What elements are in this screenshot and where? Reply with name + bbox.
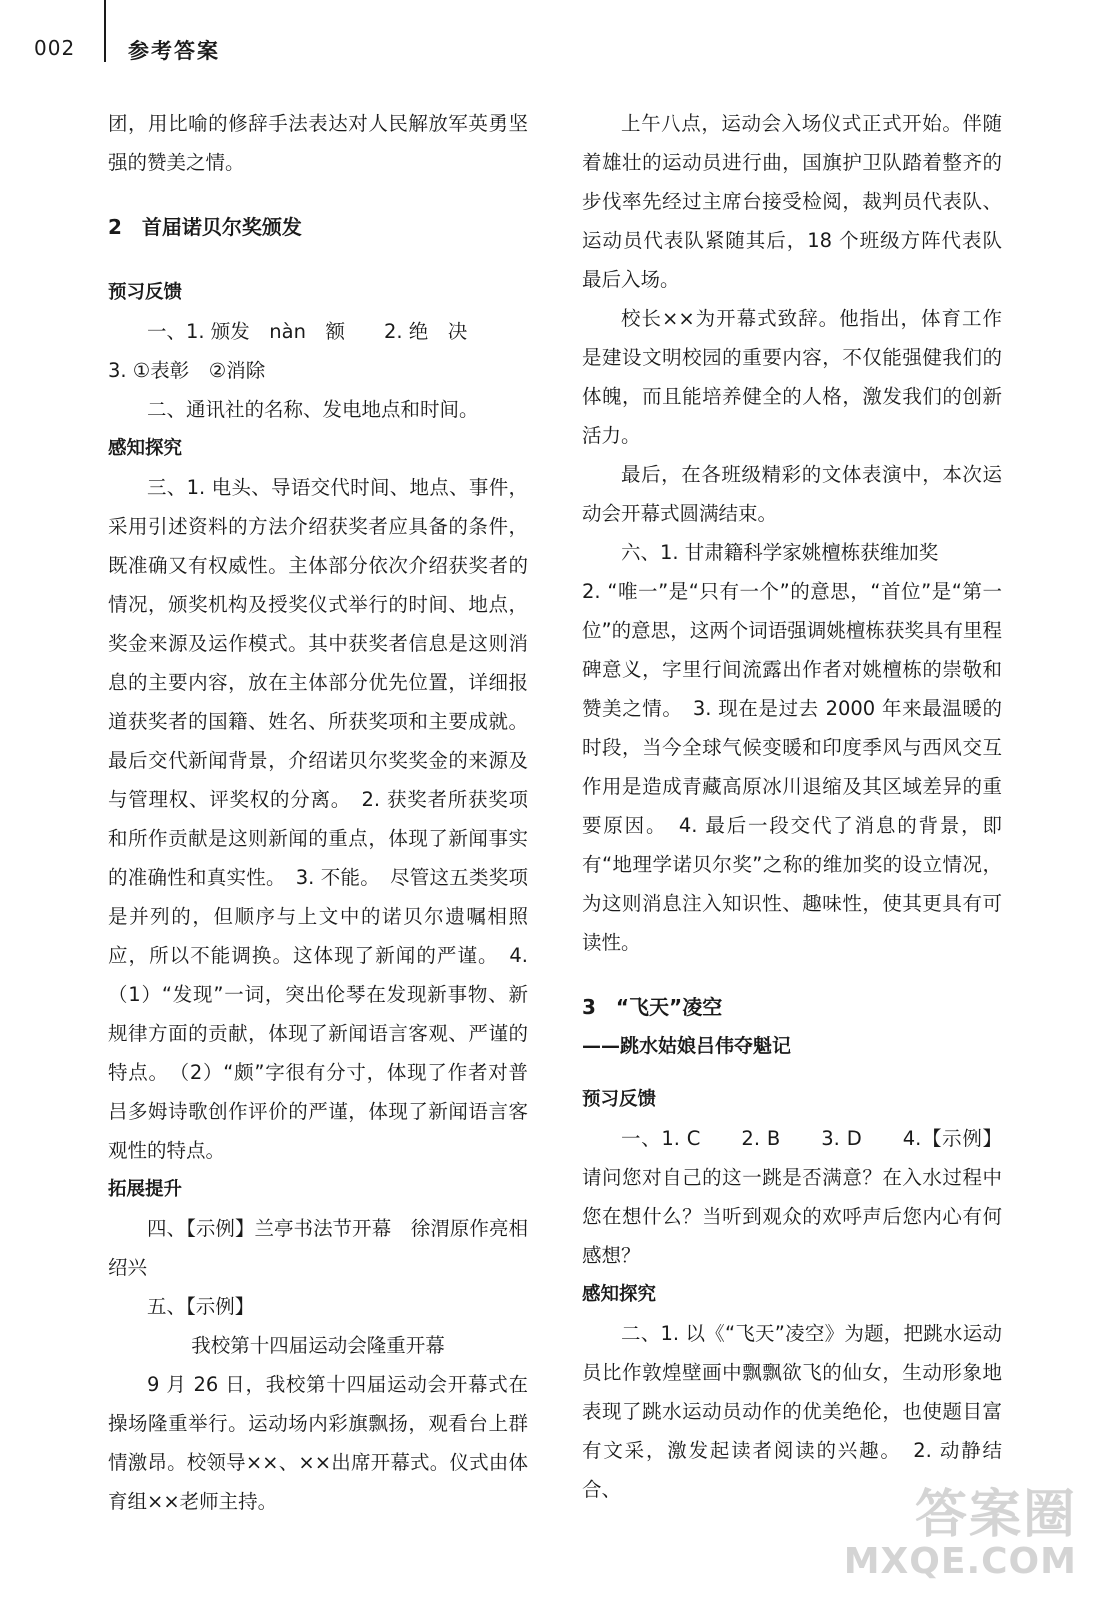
- paragraph: 一、1. C 2. B 3. D 4.【示例】请问您对自己的这一跳是否满意？在入水过程中您在想什么？当听到观众的欢呼声后您内心有何感想？: [582, 1127, 1002, 1267]
- right-column: [582, 104, 1002, 1509]
- watermark-domain: MXQE.COM: [843, 1541, 1077, 1582]
- left-column: [108, 104, 528, 1521]
- subsection-heading: 拓展提升: [108, 1179, 183, 1200]
- paragraph: 六、1. 甘肃籍科学家姚檀栋获维加奖: [621, 541, 939, 564]
- paragraph: 三、1. 电头、导语交代时间、地点、事件，采用引述资料的方法介绍获奖者应具备的条件，既准确又有权威性。主体部分依次介绍获奖者的情况，颁奖机构及授奖仪式举行的时间、地点，奖金来源及运作模式。其中获奖者信息是这则消息的主要内容，放在主体部分优先位置，详细报道获奖者的国籍、姓名、所获奖项和主要成就。最后交代新闻背景，介绍诺贝尔奖奖金的来源及与管理权、评奖权的分离。 2. 获奖者所获奖项和所作贡献是这则新闻的重点，体现了新闻事实的准确性和真实性。 3. 不能。 尽管这五类奖项是并列的，但顺序与上文中的诺贝尔遗嘱相照应，所以不能调换。这体现了新闻的严谨。 4.（1）“发现”一词，突出伦琴在发现新事物、新规律方面的贡献，体现了新闻语言客观、严谨的特点。 （2）“颇”字很有分寸，体现了作者对普吕多姆诗歌创作评价的严谨，体现了新闻语言客观性的特点。: [108, 476, 528, 1162]
- subsection-heading: 感知探究: [582, 1284, 657, 1305]
- paragraph: 9 月 26 日，我校第十四届运动会开幕式在操场隆重举行。运动场内彩旗飘扬，观看台上群情激昂。校领导××、××出席开幕式。仪式由体育组××老师主持。: [108, 1373, 528, 1513]
- subsection-heading: 感知探究: [108, 438, 183, 459]
- header-divider: [104, 0, 106, 62]
- section-title: 2 首届诺贝尔奖颁发: [108, 215, 302, 239]
- page-number: 002: [34, 36, 76, 60]
- watermark-logo: [843, 1472, 1077, 1582]
- paragraph: 2. “唯一”是“只有一个”的意思，“首位”是“第一位”的意思，这两个词语强调姚檀栋获奖具有里程碑意义，字里行间流露出作者对姚檀栋的崇敬和赞美之情。 3. 现在是过去 2000 年来最温暖的时段，当今全球气候变暖和印度季风与西风交互作用是造成青藏高原冰川退缩及其区域差异的重要原因。 4. 最后一段交代了消息的背景，即有“地理学诺贝尔奖”之称的维加奖的设立情况，为这则消息注入知识性、趣味性，使其更具有可读性。: [582, 580, 1002, 954]
- section-subtitle: ——跳水姑娘吕伟夺魁记: [582, 1035, 792, 1057]
- paragraph: 二、通讯社的名称、发电地点和时间。: [147, 398, 479, 421]
- paragraph: 3. ①表彰 ②消除: [108, 359, 266, 382]
- paragraph: 一、1. 颁发 nàn 额 2. 绝 决: [147, 320, 468, 343]
- paragraph: 五、【示例】: [147, 1295, 255, 1318]
- paragraph: 校长××为开幕式致辞。他指出，体育工作是建设文明校园的重要内容，不仅能强健我们的体魄，而且能培养健全的人格，激发我们的创新活力。: [582, 307, 1002, 447]
- subsection-heading: 预习反馈: [582, 1089, 657, 1110]
- paragraph: 四、【示例】兰亭书法节开幕 徐渭原作亮相绍兴: [108, 1217, 528, 1279]
- page-header: [0, 0, 1099, 70]
- paragraph: 最后，在各班级精彩的文体表演中，本次运动会开幕式圆满结束。: [582, 463, 1002, 525]
- example-headline: 我校第十四届运动会隆重开幕: [191, 1334, 445, 1357]
- paragraph: 二、1. 以《“飞天”凌空》为题，把跳水运动员比作敦煌壁画中飘飘欲飞的仙女，生动形象地表现了跳水运动员动作的优美绝伦，也使题目富有文采，激发起读者阅读的兴趣。 2. 动静结合、: [582, 1322, 1002, 1501]
- header-title: 参考答案: [128, 39, 220, 63]
- section-title: 3 “飞天”凌空: [582, 995, 723, 1019]
- watermark-glyphs: 答案圈: [914, 1485, 1077, 1545]
- paragraph: 上午八点，运动会入场仪式正式开始。伴随着雄壮的运动员进行曲，国旗护卫队踏着整齐的步伐率先经过主席台接受检阅，裁判员代表队、运动员代表队紧随其后，18 个班级方阵代表队最后入场。: [582, 112, 1002, 291]
- paragraph: 团，用比喻的修辞手法表达对人民解放军英勇坚强的赞美之情。: [108, 112, 528, 174]
- subsection-heading: 预习反馈: [108, 282, 183, 303]
